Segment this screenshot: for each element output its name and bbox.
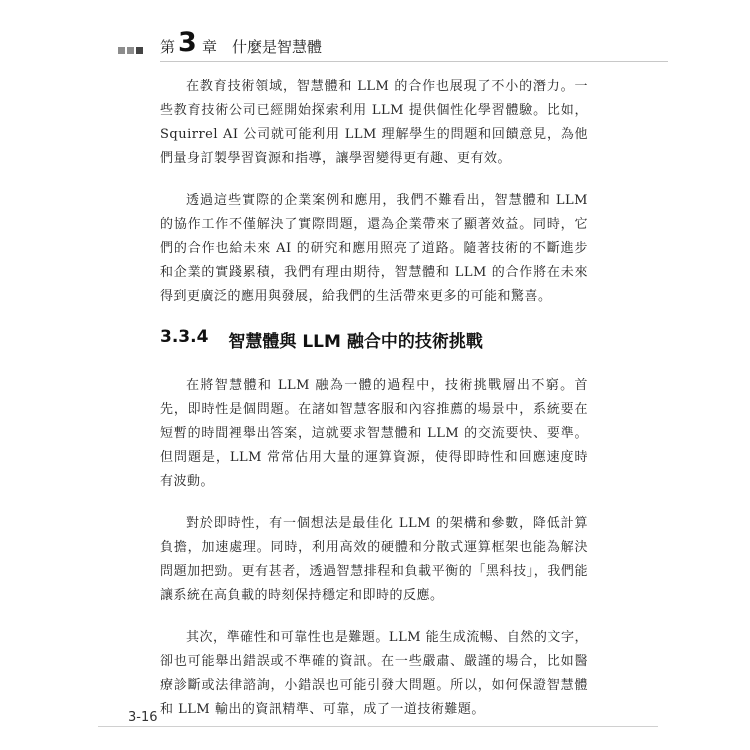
chapter-title: 什麼是智慧體 [232,38,323,56]
body-paragraph: 透過這些實際的企業案例和應用，我們不難看出，智慧體和 LLM 的協作工作不僅解決了實際問題，還為企業帶來了顯著效益。同時，它們的合作也給未來 AI 的研究和應用照亮了道路。隨著技術的不斷進步和企業的實踐累積，我們有理由期待，智慧體和 LLM 的合作將在未來得到更廣泛的應用與發展，給我們的生活帶來更多的可能和驚喜。 [160,193,588,304]
header-decoration [118,47,143,54]
section-title: 智慧體與 LLM 融合中的技術挑戰 [228,332,483,352]
decoration-square [127,47,134,54]
decoration-square [136,47,143,54]
chapter-suffix: 章 [202,38,218,56]
body-paragraph: 在教育技術領域，智慧體和 LLM 的合作也展現了不小的潛力。一些教育技術公司已經開始探索利用 LLM 提供個性化學習體驗。比如，Squirrel AI 公司就可能利用 LLM 理解學生的問題和回饋意見，為他們量身訂製學習資源和指導，讓學習變得更有趣、更有效。 [160,79,588,166]
section-heading [160,327,588,352]
decoration-square [118,47,125,54]
header-rule [160,61,668,62]
running-header [118,28,658,62]
chapter-number: 3 [178,27,197,58]
chapter-prefix: 第 [160,38,176,56]
body-paragraph: 對於即時性，有一個想法是最佳化 LLM 的架構和參數，降低計算負擔，加速處理。同時，利用高效的硬體和分散式運算框架也能為解決問題加把勁。更有甚者，透過智慧排程和負載平衡的「黑科技」，我們能讓系統在高負載的時刻保持穩定和即時的反應。 [160,516,588,603]
page-body [160,75,588,740]
body-paragraph: 其次，準確性和可靠性也是難題。LLM 能生成流暢、自然的文字，卻也可能舉出錯誤或不準確的資訊。在一些嚴肅、嚴謹的場合，比如醫療診斷或法律諮詢，小錯誤也可能引發大問題。所以，如何保證智慧體和 LLM 輸出的資訊精準、可靠，成了一道技術難題。 [160,630,588,717]
footer-rule [98,726,658,727]
section-number: 3.3.4 [160,327,209,347]
body-paragraph: 在將智慧體和 LLM 融為一體的過程中，技術挑戰層出不窮。首先，即時性是個問題。在諸如智慧客服和內容推薦的場景中，系統要在短暫的時間裡舉出答案，這就要求智慧體和 LLM 的交流要快、要準。但問題是，LLM 常常佔用大量的運算資源，使得即時性和回應速度時有波動。 [160,378,588,489]
page-number: 3-16 [128,710,158,725]
